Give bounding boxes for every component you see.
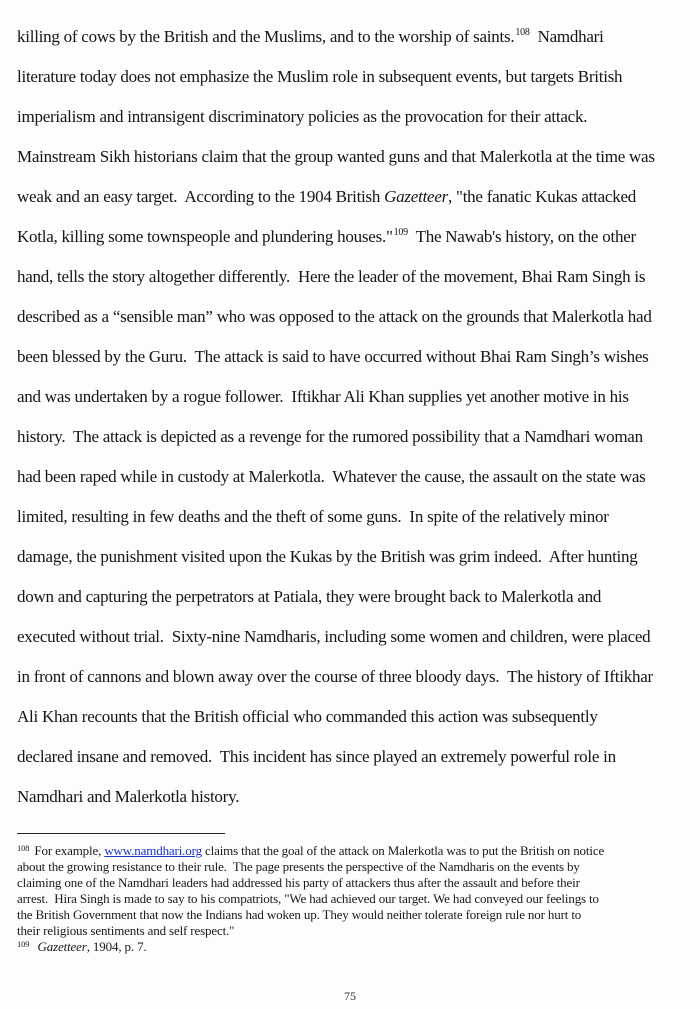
paragraph-line <box>17 784 693 824</box>
footnote-reference[interactable]: 108 <box>515 27 530 38</box>
text-run: their religious sentiments and self respect." <box>17 923 235 938</box>
text-run: , "the fanatic Kukas attacked <box>448 187 637 206</box>
text-run: killing of cows by the British and the Muslims, and to the worship of saints. <box>17 27 515 46</box>
text-run: damage, the punishment visited upon the Kukas by the British was grim indeed. After hunting <box>17 547 638 566</box>
page-number: 75 <box>344 989 356 1003</box>
text-run: executed without trial. Sixty-nine Namdharis, including some women and children, were placed <box>17 627 651 646</box>
text-run: had been raped while in custody at Malerkotla. Whatever the cause, the assault on the state was <box>17 467 646 486</box>
paragraph-line <box>17 504 693 544</box>
italic-title: Gazetteer <box>37 939 87 954</box>
paragraph-line <box>17 184 693 224</box>
text-run: arrest. Hira Singh is made to say to his compatriots, "We had achieved our target. We had conveyed our feelings to <box>17 891 599 906</box>
paragraph-line <box>17 464 693 504</box>
paragraph-line <box>17 584 693 624</box>
text-run: history. The attack is depicted as a revenge for the rumored possibility that a Namdhari woman <box>17 427 643 446</box>
paragraph-line <box>17 264 693 304</box>
paragraph-line <box>17 544 693 584</box>
paragraph-line <box>17 384 693 424</box>
paragraph-line <box>17 344 693 384</box>
text-run: weak and an easy target. According to the 1904 British <box>17 187 385 206</box>
footnote-line <box>17 907 693 923</box>
text-run: Mainstream Sikh historians claim that the group wanted guns and that Malerkotla at the time was <box>17 147 655 166</box>
text-run: been blessed by the Guru. The attack is said to have occurred without Bhai Ram Singh’s wishes <box>17 347 649 366</box>
footnote-separator <box>17 833 225 834</box>
text-run: in front of cannons and blown away over the course of three bloody days. The history of Iftikhar <box>17 667 653 686</box>
body-text <box>17 24 693 824</box>
text-run: Kotla, killing some townspeople and plundering houses." <box>17 227 393 246</box>
footnote-line <box>17 923 693 939</box>
paragraph-line <box>17 224 693 264</box>
paragraph-line <box>17 64 693 104</box>
footnote-number: 108 <box>17 843 30 853</box>
text-run: down and capturing the perpetrators at Patiala, they were brought back to Malerkotla and <box>17 587 602 606</box>
paragraph-line <box>17 624 693 664</box>
footnote-line <box>17 843 693 859</box>
text-run: Namdhari and Malerkotla history. <box>17 787 240 806</box>
text-run: declared insane and removed. This incident has since played an extremely powerful role in <box>17 747 616 766</box>
paragraph-line <box>17 24 693 64</box>
text-run: hand, tells the story altogether differently. Here the leader of the movement, Bhai Ram Singh is <box>17 267 646 286</box>
text-run: described as a “sensible man” who was opposed to the attack on the grounds that Malerkotla had <box>17 307 652 326</box>
footnote-link[interactable]: www.namdhari.org <box>104 843 202 858</box>
paragraph-line <box>17 144 693 184</box>
text-run: Ali Khan recounts that the British official who commanded this action was subsequently <box>17 707 598 726</box>
text-run: limited, resulting in few deaths and the theft of some guns. In spite of the relatively minor <box>17 507 609 526</box>
footnote-line <box>17 859 693 875</box>
text-run: the British Government that now the Indians had woken up. They would neither tolerate foreign rule nor hurt to <box>17 907 582 922</box>
text-run: and was undertaken by a rogue follower. Iftikhar Ali Khan supplies yet another motive in his <box>17 387 629 406</box>
footnotes <box>17 843 693 955</box>
text-run: Namdhari <box>529 27 604 46</box>
text-run: claims that the goal of the attack on Malerkotla was to put the British on notice <box>201 843 605 858</box>
paragraph-line <box>17 664 693 704</box>
footnote-line <box>17 875 693 891</box>
text-run: For example, <box>31 843 105 858</box>
paragraph-line <box>17 304 693 344</box>
italic-title: Gazetteer <box>384 187 448 206</box>
paragraph-line <box>17 424 693 464</box>
text-run: , 1904, p. 7. <box>86 939 147 954</box>
text-run: claiming one of the Namdhari leaders had addressed his party of attackers thus after the assault and before their <box>17 875 580 890</box>
paragraph-line <box>17 104 693 144</box>
footnote-number: 109 <box>17 939 30 949</box>
footnote-line <box>17 891 693 907</box>
text-run: literature today does not emphasize the Muslim role in subsequent events, but targets British <box>17 67 623 86</box>
footnote-line <box>17 939 693 955</box>
text-run: about the growing resistance to their rule. The page presents the perspective of the Namdharis on the events by <box>17 859 580 874</box>
paragraph-line <box>17 744 693 784</box>
footnote-reference[interactable]: 109 <box>393 227 408 238</box>
text-run: The Nawab's history, on the other <box>407 227 636 246</box>
text-run: imperialism and intransigent discriminatory policies as the provocation for their attack. <box>17 107 588 126</box>
paragraph-line <box>17 704 693 744</box>
